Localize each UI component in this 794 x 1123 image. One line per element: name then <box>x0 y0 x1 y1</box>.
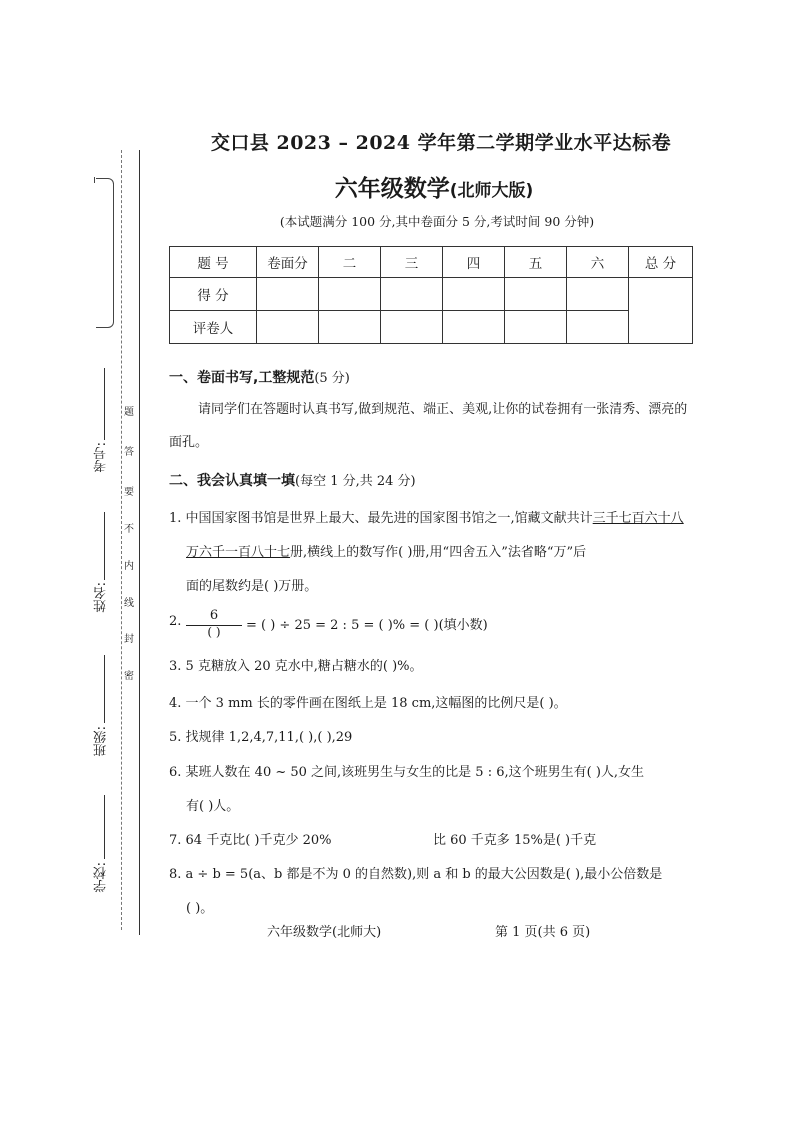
question-5: 5. 找规律 1,2,4,7,11,( ),( ),29 <box>169 730 353 745</box>
name-line <box>104 512 105 580</box>
seal-char: 答 <box>124 447 134 458</box>
q1-underlined-number-cont: 万六千一百八十七 <box>186 545 291 560</box>
table-header-cell: 二 <box>319 247 381 278</box>
footer-page-number: 第 1 页(共 6 页) <box>495 925 591 940</box>
school-line <box>104 795 105 859</box>
question-2-rest: = ( ) ÷ 25 = 2 : 5 = ( )% = ( )(填小数) <box>246 618 488 633</box>
score-table <box>169 246 693 344</box>
score-cell[interactable] <box>381 278 443 311</box>
table-header-cell: 五 <box>505 247 567 278</box>
section1-heading <box>169 367 350 387</box>
seal-char: 线 <box>124 598 134 609</box>
grader-cell[interactable] <box>443 311 505 344</box>
question-1-line2 <box>186 541 586 560</box>
q2-fraction <box>186 608 242 639</box>
table-header-cell: 六 <box>567 247 629 278</box>
table-header-cell: 三 <box>381 247 443 278</box>
grader-cell[interactable] <box>319 311 381 344</box>
question-6-line2: 有( )人。 <box>186 799 240 814</box>
subject-title <box>0 170 794 203</box>
question-2-number: 2. <box>169 614 182 629</box>
exam-note: (本试题满分 100 分,其中卷面分 5 分,考试时间 90 分钟) <box>279 214 595 229</box>
grader-cell[interactable] <box>567 311 629 344</box>
question-4: 4. 一个 3 mm 长的零件画在图纸上是 18 cm,这幅图的比例尺是( )。 <box>169 696 567 711</box>
question-1-line1 <box>169 507 684 526</box>
table-header-cell: 总 分 <box>629 247 693 278</box>
q1-text: 1. 中国国家图书馆是世界上最大、最先进的国家图书馆之一,馆藏文献共计 <box>169 511 593 526</box>
seal-char: 封 <box>124 634 134 645</box>
subject-main: 六年级数学 <box>334 175 450 202</box>
section1-points: (5 分) <box>314 371 350 386</box>
exam-title: 交口县 2023 – 2024 学年第二学期学业水平达标卷 <box>210 132 672 154</box>
q2-numerator: 6 <box>209 608 219 623</box>
grader-cell[interactable] <box>505 311 567 344</box>
section1-text-line2: 面孔。 <box>169 435 209 450</box>
grader-cell[interactable] <box>381 311 443 344</box>
table-header-cell: 卷面分 <box>257 247 319 278</box>
question-1-line3: 面的尾数约是( )万册。 <box>186 579 318 594</box>
score-cell[interactable] <box>567 278 629 311</box>
question-6-line1: 6. 某班人数在 40 ~ 50 之间,该班男生与女生的比是 5 : 6,这个班男生有( )人,女生 <box>169 765 645 780</box>
footer-subject: 六年级数学(北师大) <box>267 925 382 940</box>
exam-number-label: 考号: <box>94 442 109 473</box>
score-cell[interactable] <box>257 278 319 311</box>
table-header-row <box>170 247 693 278</box>
table-row <box>170 311 693 344</box>
section2-points: (每空 1 分,共 24 分) <box>295 474 416 489</box>
school-label: 学校: <box>94 862 109 893</box>
q2-denominator: ( ) <box>207 625 221 639</box>
binding-solid-line <box>139 150 140 935</box>
question-7-part-a: 7. 64 千克比( )千克少 20% <box>169 833 332 848</box>
score-cell[interactable] <box>319 278 381 311</box>
question-8-line1: 8. a ÷ b = 5(a、b 都是不为 0 的自然数),则 a 和 b 的最大公因数是( ),最小公倍数是 <box>169 867 663 882</box>
class-label: 班级: <box>94 726 109 757</box>
row-label-grader: 评卷人 <box>170 311 257 344</box>
seal-char: 密 <box>124 671 134 682</box>
question-8-line2: ( )。 <box>186 901 214 916</box>
edition-label: (北师大版) <box>449 181 534 201</box>
score-cell[interactable] <box>505 278 567 311</box>
seal-char: 题 <box>124 407 134 418</box>
seal-char: 内 <box>124 561 134 572</box>
seal-char: 不 <box>124 524 134 535</box>
class-line <box>104 655 105 723</box>
section1-title: 一、卷面书写,工整规范 <box>169 370 315 386</box>
grader-cell[interactable] <box>257 311 319 344</box>
table-header-cell: 四 <box>443 247 505 278</box>
table-row <box>170 278 693 311</box>
q1-underlined-number: 三千七百六十八 <box>592 511 684 526</box>
exam-number-line <box>104 368 105 440</box>
score-cell[interactable] <box>443 278 505 311</box>
section2-title: 二、我会认真填一填 <box>169 473 295 489</box>
binding-dashed-line <box>121 150 122 930</box>
row-label-score: 得 分 <box>170 278 257 311</box>
question-7-part-b: 比 60 千克多 15%是( )千克 <box>433 833 597 848</box>
name-label: 姓名: <box>94 582 109 613</box>
section1-text-line1: 请同学们在答题时认真书写,做到规范、端正、美观,让你的试卷拥有一张清秀、漂亮的 <box>198 402 688 417</box>
section2-heading <box>169 470 416 490</box>
question-3: 3. 5 克糖放入 20 克水中,糖占糖水的( )%。 <box>169 659 423 674</box>
seal-char: 要 <box>124 487 134 498</box>
q1-text-cont: 册,横线上的数写作( )册,用“四舍五入”法省略“万”后 <box>290 545 587 560</box>
total-score-cell[interactable] <box>629 278 693 344</box>
table-header-cell: 题 号 <box>170 247 257 278</box>
